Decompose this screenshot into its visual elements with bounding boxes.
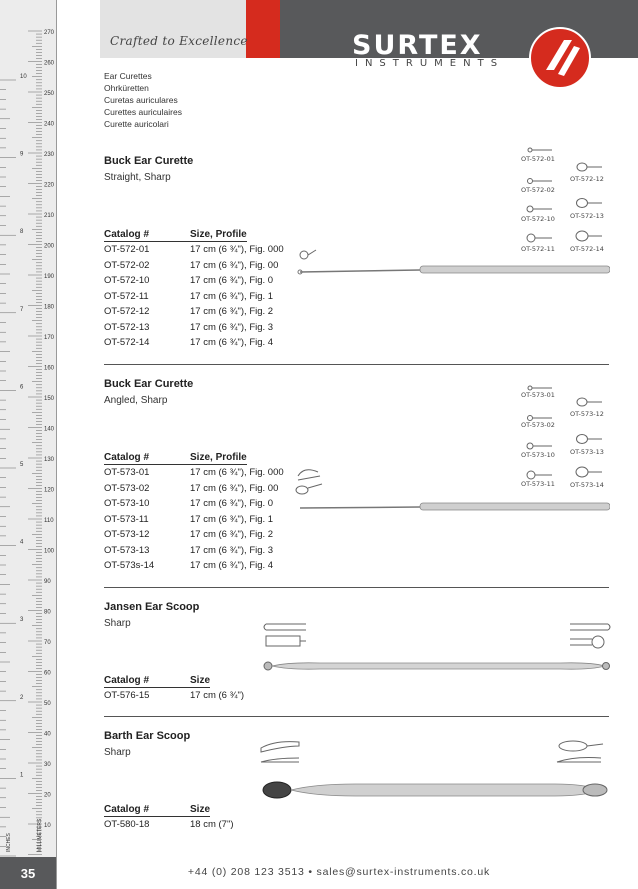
category-line: Ohrküretten — [104, 83, 149, 93]
ruler-inch-label: 7 — [20, 306, 24, 313]
fig-label: OT-573-01 — [521, 391, 555, 399]
section-subtitle: Straight, Sharp — [104, 172, 171, 183]
catalog-number: OT-573-12 — [104, 529, 150, 540]
section-subtitle: Angled, Sharp — [104, 395, 168, 406]
category-line: Ear Curettes — [104, 71, 152, 81]
size-profile: 17 cm (6 ¾"), Fig. 2 — [190, 306, 274, 317]
table-row — [104, 304, 284, 320]
category-translations — [104, 70, 182, 130]
catalog-number: OT-573-01 — [104, 467, 150, 478]
ruler-mm-label: 190 — [44, 274, 55, 280]
ruler-mm-label: 200 — [44, 243, 55, 250]
category-line: Curetas auriculares — [104, 95, 178, 105]
category-line: Curette auricolari — [104, 119, 169, 129]
brand-subtitle: INSTRUMENTS — [355, 58, 505, 69]
ruler-mm-label: 110 — [44, 518, 54, 524]
section-title: Jansen Ear Scoop — [104, 601, 200, 613]
table-row — [104, 465, 284, 481]
size-profile: 17 cm (6 ¾"), Fig. 000 — [190, 467, 284, 478]
ruler-inch-label: 9 — [20, 151, 24, 158]
fig-label: OT-573-12 — [570, 410, 604, 418]
catalog-number: OT-572-01 — [104, 244, 150, 255]
catalog-number: OT-572-10 — [104, 275, 150, 286]
straight-curette-illustration — [290, 140, 610, 280]
size-profile: 17 cm (6 ¾"), Fig. 1 — [190, 513, 274, 525]
col-size: Size — [190, 804, 211, 815]
fig-label: OT-572-01 — [521, 155, 555, 163]
size-profile: 17 cm (6 ¾") — [190, 690, 245, 701]
page-number: 35 — [0, 857, 56, 889]
table-row — [104, 688, 244, 704]
ruler-mm-label: 130 — [44, 457, 55, 463]
ruler-mm-label: 70 — [44, 640, 51, 646]
ruler-mm-label: 170 — [44, 335, 55, 341]
section-divider — [104, 364, 609, 365]
catalog-number: OT-573-02 — [104, 482, 150, 494]
jansen-scoop-illustration — [260, 620, 615, 680]
header-grey-block — [100, 0, 246, 58]
table-row — [104, 496, 284, 512]
table-row — [104, 527, 284, 543]
ruler-unit-mm: MILLIMETERS — [37, 818, 43, 852]
ruler-mm-label: 260 — [44, 60, 55, 67]
ruler-mm-label: 50 — [44, 701, 51, 707]
ruler-mm-label: 80 — [44, 609, 51, 616]
contact-footer: +44 (0) 208 123 3513 • sales@surtex-instruments.co.uk — [187, 866, 491, 878]
fig-label: OT-572-12 — [570, 175, 604, 183]
ruler-inch-label: 10 — [20, 74, 27, 80]
catalog-table — [104, 804, 234, 833]
col-size: Size — [190, 675, 211, 686]
col-catalog: Catalog # — [104, 675, 190, 688]
ruler-mm-label: 20 — [44, 792, 51, 799]
table-row — [104, 289, 284, 305]
fig-label: OT-572-14 — [570, 245, 604, 253]
catalog-number: OT-580-18 — [104, 819, 150, 830]
table-row — [104, 543, 284, 559]
tagline: Crafted to Excellence — [110, 34, 248, 48]
ruler-inch-label: 3 — [20, 617, 24, 624]
catalog-number: OT-576-15 — [104, 690, 150, 701]
ruler-mm-label: 140 — [44, 426, 55, 433]
ruler-inch-label: 2 — [20, 694, 24, 701]
table-row — [104, 273, 284, 289]
table-row — [104, 558, 284, 574]
catalog-number: OT-572-13 — [104, 321, 150, 333]
section-divider — [104, 716, 609, 717]
ruler-mm-label: 180 — [44, 304, 55, 311]
size-profile: 17 cm (6 ¾"), Fig. 1 — [190, 290, 274, 302]
ruler-mm-label: 150 — [44, 396, 55, 402]
ruler-mm-label: 120 — [44, 487, 55, 494]
col-size: Size, Profile — [190, 452, 247, 463]
brand-name: SURTEX — [352, 30, 483, 61]
fig-label: OT-573-10 — [521, 451, 555, 459]
catalog-table — [104, 229, 284, 351]
catalog-number: OT-573s-14 — [104, 560, 155, 571]
catalog-number: OT-573-13 — [104, 544, 150, 556]
fig-label: OT-573-14 — [570, 481, 604, 489]
ruler-mm-label: 270 — [44, 30, 55, 36]
ruler-mm-label: 60 — [44, 670, 51, 677]
measurement-ruler — [0, 0, 57, 889]
size-profile: 17 cm (6 ¾"), Fig. 2 — [190, 529, 274, 540]
table-row — [104, 320, 284, 336]
catalog-number: OT-572-14 — [104, 337, 150, 348]
fig-label: OT-572-11 — [521, 245, 555, 253]
ruler-inch-label: 1 — [20, 772, 24, 779]
table-row — [104, 258, 284, 274]
table-row — [104, 242, 284, 258]
fig-label: OT-572-02 — [521, 186, 555, 194]
ruler-inch-label: 6 — [20, 384, 24, 391]
section-title: Barth Ear Scoop — [104, 730, 191, 742]
col-catalog: Catalog # — [104, 452, 190, 465]
barth-scoop-illustration — [255, 738, 615, 808]
size-profile: 17 cm (6 ¾"), Fig. 4 — [190, 337, 274, 348]
catalog-number: OT-573-11 — [104, 513, 149, 525]
ruler-mm-label: 210 — [44, 213, 55, 219]
catalog-table — [104, 452, 284, 574]
col-catalog: Catalog # — [104, 229, 190, 242]
table-row — [104, 817, 234, 833]
fig-label: OT-573-13 — [570, 448, 604, 456]
size-profile: 17 cm (6 ¾"), Fig. 00 — [190, 259, 279, 271]
size-profile: 18 cm (7") — [190, 819, 234, 830]
ruler-mm-label: 230 — [44, 152, 55, 158]
ruler-unit-in: INCHES — [6, 833, 12, 852]
fig-label: OT-573-02 — [521, 421, 555, 429]
section-subtitle: Sharp — [104, 747, 131, 758]
ruler-mm-label: 160 — [44, 365, 55, 372]
catalog-table — [104, 675, 244, 704]
section-title: Buck Ear Curette — [104, 378, 194, 390]
size-profile: 17 cm (6 ¾"), Fig. 00 — [190, 482, 279, 494]
section-title: Buck Ear Curette — [104, 155, 194, 167]
ruler-inch-label: 8 — [20, 229, 24, 236]
catalog-number: OT-572-02 — [104, 259, 150, 271]
ruler-inch-label: 5 — [20, 462, 24, 468]
ruler-mm-label: 90 — [44, 579, 51, 585]
ruler-mm-label: 30 — [44, 762, 51, 768]
size-profile: 17 cm (6 ¾"), Fig. 3 — [190, 544, 274, 556]
table-row — [104, 335, 284, 351]
catalog-number: OT-572-11 — [104, 290, 149, 302]
size-profile: 17 cm (6 ¾"), Fig. 3 — [190, 321, 274, 333]
ruler-inch-label: 4 — [20, 539, 24, 546]
ruler-mm-label: 100 — [44, 548, 55, 555]
header-red-stripe — [246, 0, 280, 58]
surtex-logo-icon — [528, 26, 592, 90]
ruler-mm-label: 40 — [44, 731, 51, 738]
ruler-mm-label: 10 — [44, 823, 51, 829]
table-row — [104, 512, 284, 528]
size-profile: 17 cm (6 ¾"), Fig. 4 — [190, 560, 274, 571]
ruler-mm-label: 250 — [44, 91, 55, 97]
ruler-mm-label: 220 — [44, 182, 55, 189]
table-row — [104, 481, 284, 497]
size-profile: 17 cm (6 ¾"), Fig. 0 — [190, 275, 274, 286]
ruler-graphic — [0, 0, 56, 889]
fig-label: OT-573-11 — [521, 480, 555, 488]
col-catalog: Catalog # — [104, 804, 190, 817]
catalog-number: OT-573-10 — [104, 498, 150, 509]
ruler-mm-label: 240 — [44, 121, 55, 128]
category-line: Curettes auriculaires — [104, 107, 182, 117]
catalog-number: OT-572-12 — [104, 306, 150, 317]
size-profile: 17 cm (6 ¾"), Fig. 0 — [190, 498, 274, 509]
fig-label: OT-572-13 — [570, 212, 604, 220]
section-divider — [104, 587, 609, 588]
angled-curette-illustration — [290, 380, 610, 520]
size-profile: 17 cm (6 ¾"), Fig. 000 — [190, 244, 284, 255]
fig-label: OT-572-10 — [521, 215, 555, 223]
section-subtitle: Sharp — [104, 618, 131, 629]
col-size: Size, Profile — [190, 229, 247, 240]
